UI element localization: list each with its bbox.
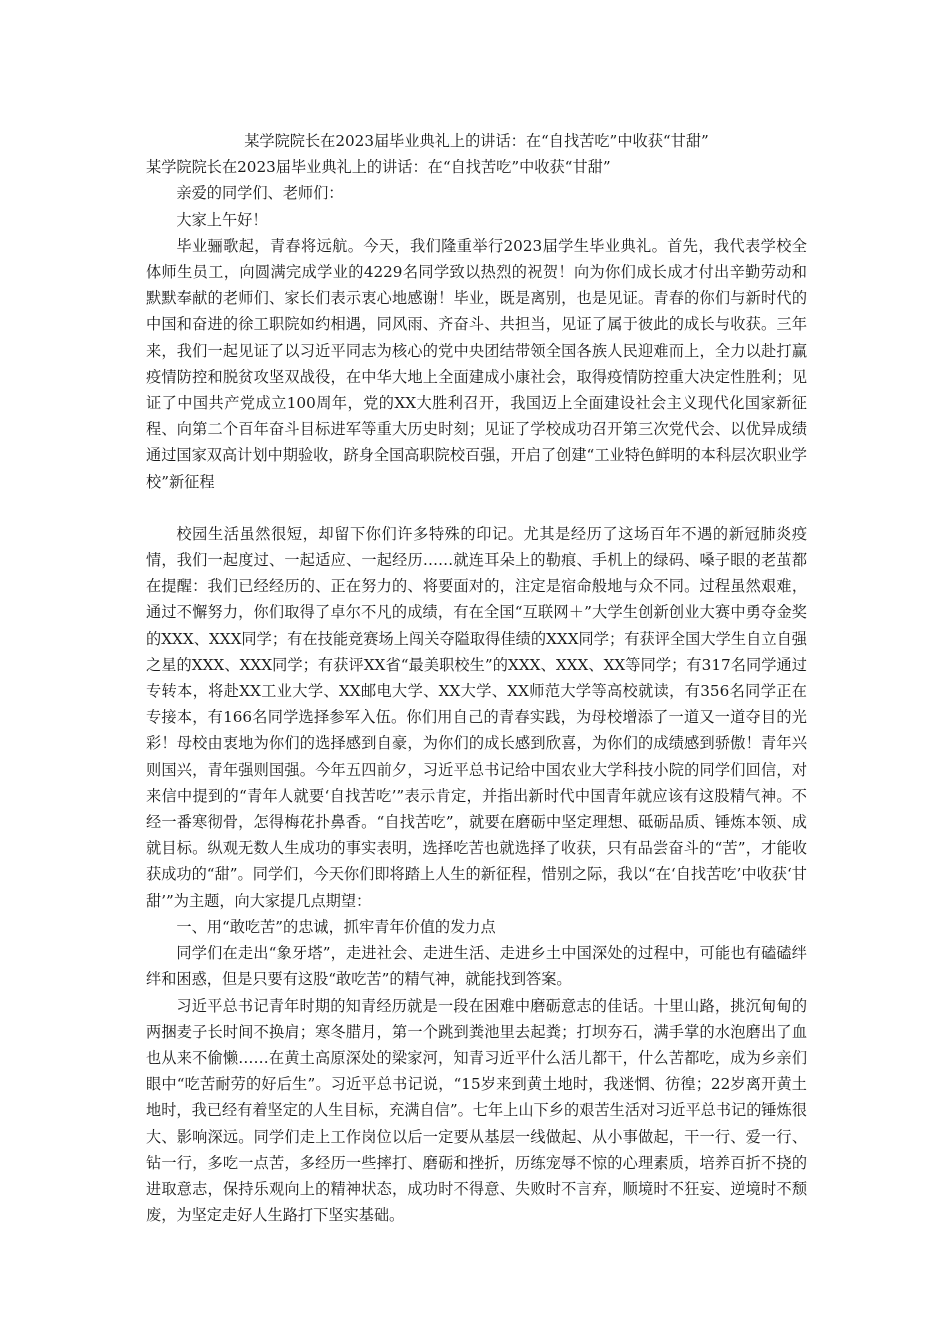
paragraph-gap (146, 495, 807, 521)
paragraph-4: 习近平总书记青年时期的知青经历就是一段在困难中磨砺意志的佳话。十里山路，挑沉甸甸的两捆麦子长时间不换肩；寒冬腊月，第一个跳到粪池里去起粪；打坝夯石，满手掌的水泡磨出了血也从来不偷懒……在黄土高原深处的梁家河，知青习近平什么活儿都干，什么苦都吃，成为乡亲们眼中“吃苦耐劳的好后生”。习近平总书记说，“15岁来到黄土地时，我迷惘、彷徨；22岁离开黄土地时，我已经有着坚定的人生目标，充满自信”。七年上山下乡的艰苦生活对习近平总书记的锤炼很大、影响深远。同学们走上工作岗位以后一定要从基层一线做起、从小事做起，干一行、爱一行、钻一行，多吃一点苦，多经历一些摔打、磨砺和挫折，历练宠辱不惊的心理素质，培养百折不挠的进取意志，保持乐观向上的精神状态，成功时不得意、失败时不言弃，顺境时不狂妄、逆境时不颓废，为坚定走好人生路打下坚实基础。 (146, 996, 807, 1225)
document-body (146, 128, 807, 1228)
paragraph-1: 毕业骊歌起，青春将远航。今天，我们隆重举行2023届学生毕业典礼。首先，我代表学校全体师生员工，向圆满完成学业的4229名同学致以热烈的祝贺！向为你们成长成才付出辛勤劳动和默默奉献的老师们、家长们表示衷心地感谢！毕业，既是离别，也是见证。青春的你们与新时代的中国和奋进的徐工职院如约相遇，同风雨、齐奋斗、共担当，见证了属于彼此的成长与收获。三年来，我们一起见证了以习近平同志为核心的党中央团结带领全国各族人民迎难而上，全力以赴打赢疫情防控和脱贫攻坚双战役，在中华大地上全面建成小康社会，取得疫情防控重大决定性胜利；见证了中国共产党成立100周年，党的XX大胜利召开，我国迈上全面建设社会主义现代化国家新征程、向第二个百年奋斗目标进军等重大历史时刻；见证了学校成功召开第三次党代会、以优异成绩通过国家双高计划中期验收，跻身全国高职院校百强，开启了创建“工业特色鲜明的本科层次职业学校”新征程 (146, 236, 807, 491)
paragraph-3: 同学们在走出“象牙塔”，走进社会、走进生活、走进乡土中国深处的过程中，可能也有磕磕绊绊和困惑，但是只要有这股“敢吃苦”的精气神，就能找到答案。 (146, 944, 807, 989)
paragraph-2: 校园生活虽然很短，却留下你们许多特殊的印记。尤其是经历了这场百年不遇的新冠肺炎疫情，我们一起度过、一起适应、一起经历……就连耳朵上的勒痕、手机上的绿码、嗓子眼的老茧都在提醒：我们已经经历的、正在努力的、将要面对的，注定是宿命般地与众不同。过程虽然艰难，通过不懈努力，你们取得了卓尔不凡的成绩，有在全国“互联网＋”大学生创新创业大赛中勇夺金奖的XXX、XXX同学；有在技能竞赛场上闯关夺隘取得佳绩的XXX同学；有获评全国大学生自立自强之星的XXX、XXX同学；有获评XX省“最美职校生”的XXX、XXX、XX等同学；有317名同学通过专转本，将赴XX工业大学、XX邮电大学、XX大学、XX师范大学等高校就读，有356名同学正在专接本，有166名同学选择参军入伍。你们用自己的青春实践，为母校增添了一道又一道夺目的光彩！母校由衷地为你们的选择感到自豪，为你们的成长感到欣喜，为你们的成绩感到骄傲！青年兴则国兴，青年强则国强。今年五四前夕，习近平总书记给中国农业大学科技小院的同学们回信，对来信中提到的“青年人就要‘自找苦吃’”表示肯定，并指出新时代中国青年就应该有这股精气神。不经一番寒彻骨，怎得梅花扑鼻香。“自找苦吃”，就要在磨砺中坚定理想、砥砺品质、锤炼本领、成就目标。纵观无数人生成功的事实表明，选择吃苦也就选择了收获，只有品尝奋斗的“苦”，才能收获成功的“甜”。同学们，今天你们即将踏上人生的新征程，惜别之际，我以“在‘自找苦吃’中收获‘甘甜’”为主题，向大家提几点期望： (146, 524, 807, 910)
greeting: 大家上午好！ (176, 210, 268, 229)
document-title-repeat: 某学院院长在2023届毕业典礼上的讲话：在“自找苦吃”中收获“甘甜” (146, 158, 611, 177)
salutation: 亲爱的同学们、老师们： (176, 184, 344, 203)
section-heading-1: 一、用“敢吃苦”的忠诚，抓牢青年价值的发力点 (176, 917, 496, 936)
document-title: 某学院院长在2023届毕业典礼上的讲话：在“自找苦吃”中收获“甘甜” (244, 132, 709, 150)
